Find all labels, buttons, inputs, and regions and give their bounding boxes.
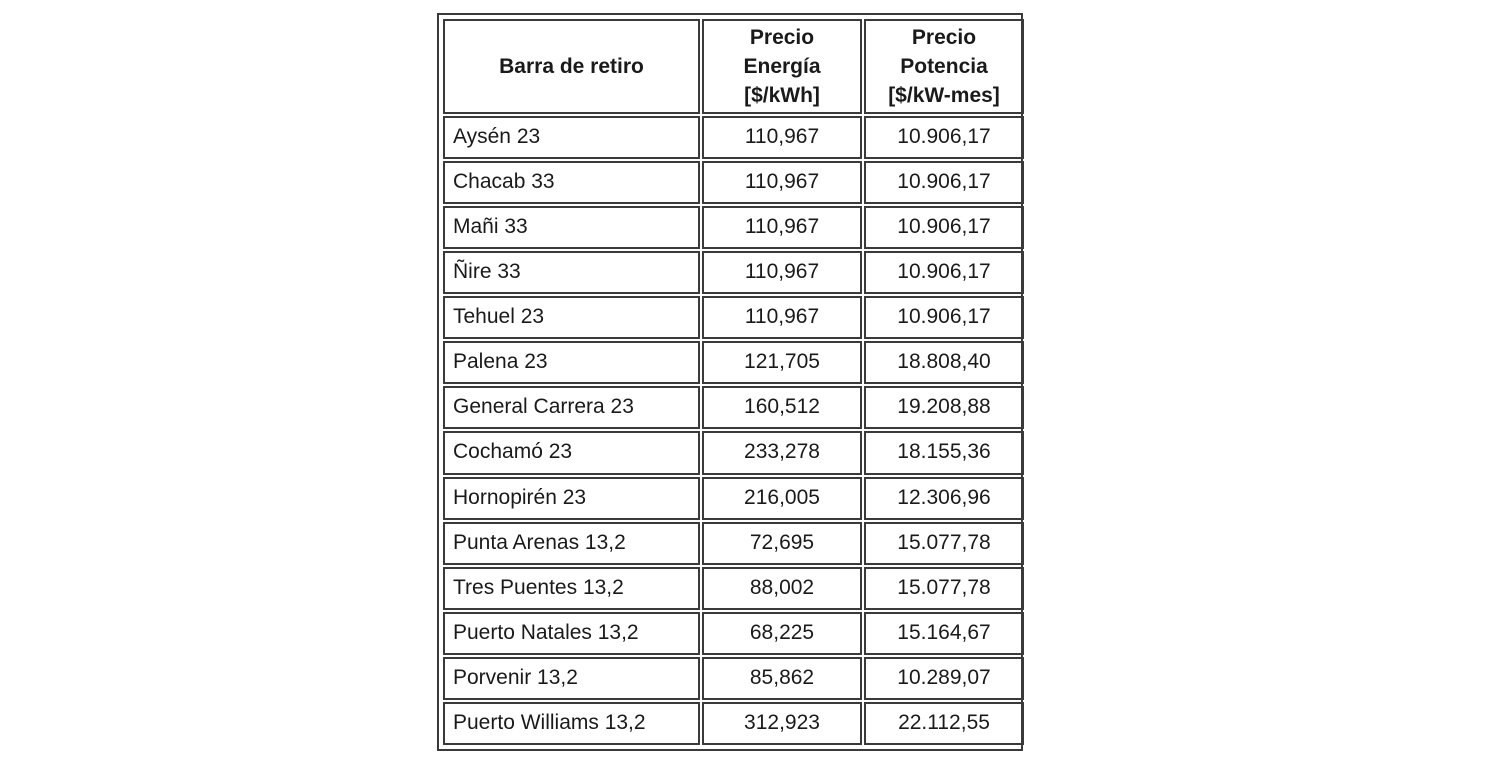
cell-precio-potencia: 18.155,36: [864, 431, 1024, 474]
cell-barra: Hornopirén 23: [443, 477, 700, 520]
table-row: [443, 116, 1024, 159]
cell-precio-energia: 85,862: [702, 657, 862, 700]
header-text: [$/kW-mes]: [888, 84, 1000, 107]
cell-barra: Porvenir 13,2: [443, 657, 700, 700]
cell-precio-potencia: 10.906,17: [864, 296, 1024, 339]
cell-precio-energia: 216,005: [702, 477, 862, 520]
table-row: [443, 431, 1024, 474]
header-barra-de-retiro: [443, 19, 700, 114]
cell-barra: Ñire 33: [443, 251, 700, 294]
cell-barra: Aysén 23: [443, 116, 700, 159]
cell-barra: Tres Puentes 13,2: [443, 567, 700, 610]
header-text: Potencia: [900, 55, 988, 78]
cell-precio-potencia: 19.208,88: [864, 386, 1024, 429]
table-row: [443, 341, 1024, 384]
header-text: [$/kWh]: [744, 84, 820, 107]
cell-precio-potencia: 10.906,17: [864, 206, 1024, 249]
table-row: [443, 657, 1024, 700]
table-row: [443, 522, 1024, 565]
cell-barra: Puerto Natales 13,2: [443, 612, 700, 655]
cell-precio-energia: 233,278: [702, 431, 862, 474]
cell-barra: Punta Arenas 13,2: [443, 522, 700, 565]
header-text: Precio: [911, 26, 977, 49]
cell-precio-potencia: 10.906,17: [864, 251, 1024, 294]
table-row: [443, 251, 1024, 294]
price-table-frame: [437, 13, 1023, 751]
cell-precio-potencia: 18.808,40: [864, 341, 1024, 384]
table-row: [443, 612, 1024, 655]
table-row: [443, 386, 1024, 429]
cell-precio-energia: 312,923: [702, 702, 862, 745]
header-precio-energia: [702, 19, 862, 114]
table-row: [443, 702, 1024, 745]
cell-precio-energia: 110,967: [702, 116, 862, 159]
cell-precio-potencia: 15.077,78: [864, 522, 1024, 565]
cell-precio-potencia: 15.077,78: [864, 567, 1024, 610]
cell-precio-potencia: 10.906,17: [864, 116, 1024, 159]
cell-precio-energia: 160,512: [702, 386, 862, 429]
cell-barra: Cochamó 23: [443, 431, 700, 474]
cell-precio-energia: 121,705: [702, 341, 862, 384]
header-row: [443, 19, 1024, 114]
cell-precio-energia: 110,967: [702, 161, 862, 204]
cell-barra: Puerto Williams 13,2: [443, 702, 700, 745]
cell-barra: General Carrera 23: [443, 386, 700, 429]
table-row: [443, 477, 1024, 520]
cell-precio-potencia: 12.306,96: [864, 477, 1024, 520]
table-row: [443, 161, 1024, 204]
header-text: Energía: [743, 55, 821, 78]
header-precio-potencia: [864, 19, 1024, 114]
cell-precio-energia: 88,002: [702, 567, 862, 610]
price-table: [441, 17, 1026, 747]
cell-precio-potencia: 15.164,67: [864, 612, 1024, 655]
cell-precio-energia: 110,967: [702, 251, 862, 294]
cell-precio-potencia: 10.906,17: [864, 161, 1024, 204]
table-body: [443, 116, 1024, 745]
header-text: Precio: [749, 26, 815, 49]
table-row: [443, 567, 1024, 610]
cell-precio-energia: 72,695: [702, 522, 862, 565]
header-text: Barra de retiro: [499, 55, 644, 78]
table-row: [443, 296, 1024, 339]
cell-precio-potencia: 22.112,55: [864, 702, 1024, 745]
cell-barra: Tehuel 23: [443, 296, 700, 339]
cell-barra: Palena 23: [443, 341, 700, 384]
cell-barra: Chacab 33: [443, 161, 700, 204]
cell-precio-energia: 68,225: [702, 612, 862, 655]
cell-precio-potencia: 10.289,07: [864, 657, 1024, 700]
cell-barra: Mañi 33: [443, 206, 700, 249]
table-row: [443, 206, 1024, 249]
cell-precio-energia: 110,967: [702, 206, 862, 249]
cell-precio-energia: 110,967: [702, 296, 862, 339]
